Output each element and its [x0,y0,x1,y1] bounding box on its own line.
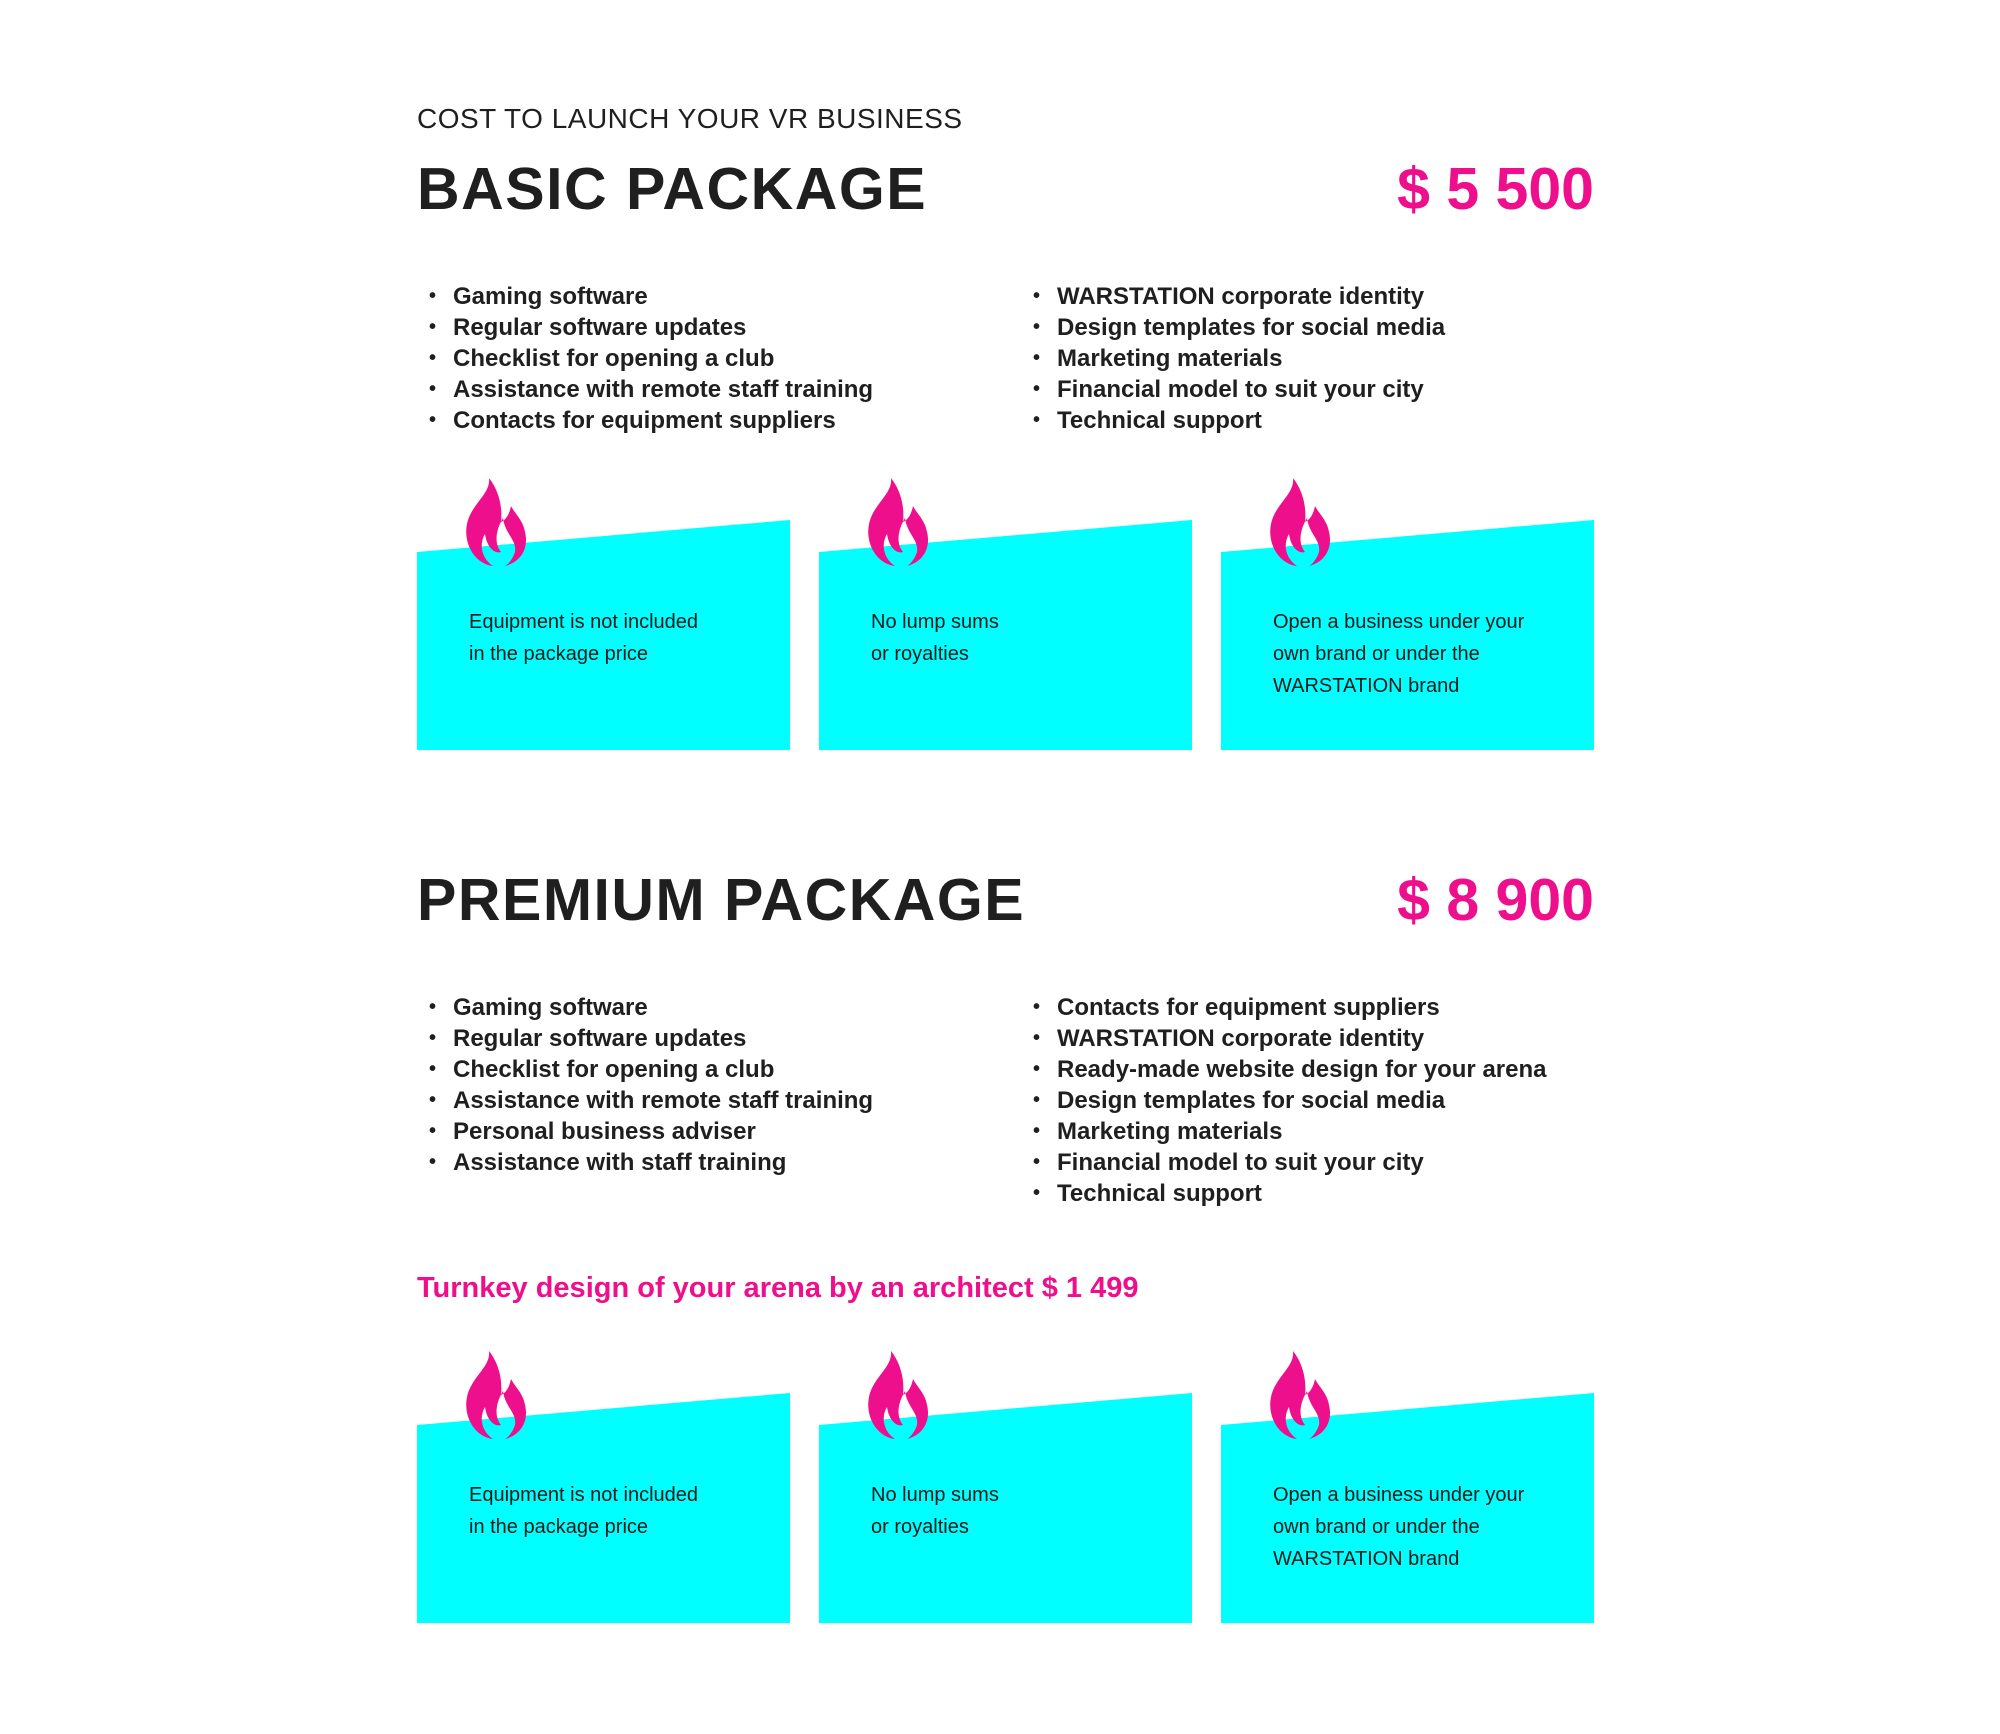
card-text [871,1479,1171,1543]
list-item: • Design templates for social media [1021,312,1445,343]
card-text [469,606,769,670]
list-item: • Marketing materials [1021,1116,1546,1147]
list-item: • Assistance with remote staff training [417,1085,873,1116]
list-item: • Contacts for equipment suppliers [417,405,873,436]
flame-icon [1267,1351,1331,1439]
list-item: • Gaming software [417,992,873,1023]
list-item: • Checklist for opening a club [417,1054,873,1085]
list-item: • Design templates for social media [1021,1085,1546,1116]
card-text [1273,606,1573,702]
basic-card-no-lump-sums [819,478,1192,750]
pricing-page [417,0,1594,1734]
premium-package-title: PREMIUM PACKAGE [417,867,1026,933]
list-item: • Marketing materials [1021,343,1445,374]
card-line: own brand or under the [1273,1516,1480,1538]
flame-icon [865,478,929,566]
flame-icon [1267,478,1331,566]
page-kicker: COST TO LAUNCH YOUR VR BUSINESS [417,103,963,134]
card-line: Equipment is not included [469,611,699,633]
basic-package-title: BASIC PACKAGE [417,156,928,222]
flame-icon [463,478,527,566]
list-item: • Financial model to suit your city [1021,374,1445,405]
list-item: • Assistance with staff training [417,1147,873,1178]
card-line: Open a business under your [1273,1484,1525,1506]
premium-card-brand [1221,1351,1594,1623]
list-item: • Ready-made website design for your arena [1021,1054,1546,1085]
list-item: • Regular software updates [417,1023,873,1054]
premium-card-no-lump-sums [819,1351,1192,1623]
premium-package-price: $ 8 900 [1397,867,1594,933]
list-item: • Personal business adviser [417,1116,873,1147]
card-line: or royalties [871,643,969,665]
card-line: in the package price [469,1516,649,1538]
architect-design-offer: Turnkey design of your arena by an architect $ 1 499 [417,1272,1139,1304]
list-item: • Financial model to suit your city [1021,1147,1546,1178]
card-line: own brand or under the [1273,643,1480,665]
basic-features-left [417,281,873,436]
basic-package-price: $ 5 500 [1397,156,1594,222]
card-line: WARSTATION brand [1273,675,1460,697]
card-line: WARSTATION brand [1273,1548,1460,1570]
card-text [1273,1479,1573,1575]
list-item: • Gaming software [417,281,873,312]
card-line: Equipment is not included [469,1484,699,1506]
list-item: • WARSTATION corporate identity [1021,281,1445,312]
card-text [871,606,1171,670]
flame-icon [865,1351,929,1439]
card-line: or royalties [871,1516,969,1538]
list-item: • Technical support [1021,405,1445,436]
flame-icon [463,1351,527,1439]
basic-card-brand [1221,478,1594,750]
list-item: • Contacts for equipment suppliers [1021,992,1546,1023]
premium-features-right [1021,992,1546,1209]
card-line: No lump sums [871,1484,999,1506]
list-item: • Technical support [1021,1178,1546,1209]
card-line: No lump sums [871,611,999,633]
basic-features-right [1021,281,1445,436]
list-item: • WARSTATION corporate identity [1021,1023,1546,1054]
list-item: • Regular software updates [417,312,873,343]
list-item: • Assistance with remote staff training [417,374,873,405]
list-item: • Checklist for opening a club [417,343,873,374]
card-line: in the package price [469,643,649,665]
premium-features-left [417,992,873,1178]
card-line: Open a business under your [1273,611,1525,633]
premium-card-equipment [417,1351,790,1623]
basic-card-equipment [417,478,790,750]
card-text [469,1479,769,1543]
